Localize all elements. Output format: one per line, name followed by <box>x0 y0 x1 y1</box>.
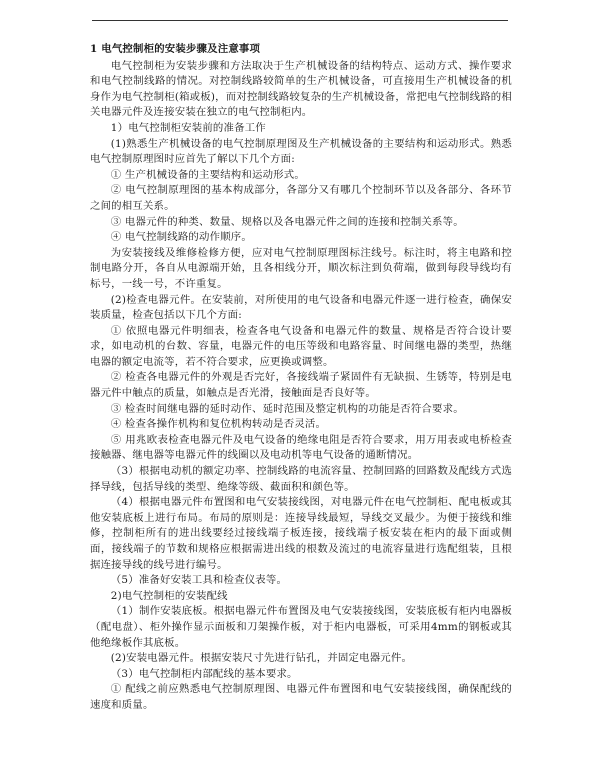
paragraph: ② 检查各电器元件的外观是否完好，各接线端子紧固件有无缺损、生锈等，特别是电器元件中触点的质量，如触点是否光滑，接触面是否良好等。 <box>90 371 512 400</box>
paragraph: (2)安装电器元件。根据安装尺寸先进行钻孔，并固定电器元件。 <box>110 652 413 665</box>
paragraph: ③ 检查时间继电器的延时动作、延时范围及整定机构的功能是否符合要求。 <box>110 402 464 415</box>
paragraph-list <box>90 59 512 714</box>
paragraph: （3）电气控制柜内部配线的基本要求。 <box>110 667 298 680</box>
paragraph: ① 配线之前应熟悉电气控制原理图、电器元件布置图和电气安装接线图，确保配线的速度和质量。 <box>90 683 512 711</box>
header-rule <box>92 20 508 21</box>
section-heading: 1 电气控制柜的安装步骤及注意事项 <box>90 43 261 55</box>
paragraph: ② 电气控制原理图的基本构成部分，各部分又有哪几个控制环节以及各部分、各环节之间的相互关系。 <box>90 184 512 212</box>
paragraph: (2)检查电器元件。在安装前，对所使用的电气设备和电器元件逐一进行检查，确保安装质量，检查包括以下几个方面: <box>90 293 512 322</box>
paragraph: 2)电气控制柜的安装配线 <box>110 589 228 602</box>
paragraph: （3）根据电动机的额定功率、控制线路的电流容量、控制回路的回路数及配线方式选择导线，包括导线的类型、绝缘等级、截面积和颜色等。 <box>90 465 512 493</box>
paragraph: 1）电气控制柜安装前的准备工作 <box>110 121 266 134</box>
paragraph: ⑤ 用兆欧表检查电器元件及电气设备的绝缘电阻是否符合要求，用万用表或电桥检查接触器、继电器等电器元件的线圈以及电动机等电气设备的通断情况。 <box>90 433 512 462</box>
paragraph: 电气控制柜为安装步骤和方法取决于生产机械设备的结构特点、运动方式、操作要求和电气控制线路的情况。对控制线路较简单的生产机械设备，可直接用生产机械设备的机身作为电气控制柜(箱或板)，而对控制线路较复杂的生产机械设备，常把电气控制线路的相关电器元件及连接安装在独立的电气控制柜内。 <box>90 59 512 119</box>
paragraph: ④ 电气控制线路的动作顺序。 <box>110 231 252 244</box>
paragraph: ① 生产机械设备的主要结构和运动形式。 <box>110 168 305 181</box>
document-body <box>90 42 512 714</box>
paragraph: (1)熟悉生产机械设备的电气控制原理图及生产机械设备的主要结构和运动形式。熟悉电气控制原理图时应首先了解以下几个方面: <box>90 137 512 166</box>
paragraph: ④ 检查各操作机构和复位机构转动是否灵活。 <box>110 418 327 431</box>
paragraph: （1）制作安装底板。根据电器元件布置图及电气安装接线图，安装底板有柜内电器板（配电盘）、柜外操作显示面板和刀架操作板，对于柜内电器板，可采用4mm的钢板或其他绝缘板作其底板。 <box>90 605 512 649</box>
paragraph: （4）根据电器元件布置图和电气安装接线图，对电器元件在电气控制柜、配电板或其他安装底板上进行布局。布局的原则是：连接导线最短，导线交叉最少。为便于接线和维修，控制柜所有的进出线要经过接线端子板连接，接线端子板安装在柜内的最下面或侧面，接线端子的节数和规格应根据需进出线的根数及流过的电流容量进行选配组装，且根据连接导线的线号进行编号。 <box>90 496 512 571</box>
paragraph: （5）准备好安装工具和检查仪表等。 <box>110 574 288 587</box>
paragraph: 为安装接线及维修检修方便，应对电气控制原理图标注线号。标注时，将主电路和控制电路分开，各自从电源端开始，且各相线分开，顺次标注到负荷端，做到每段导线均有标号，一线一号，不许重复。 <box>90 246 512 290</box>
paragraph: ③ 电器元件的种类、数量、规格以及各电器元件之间的连接和控制关系等。 <box>110 215 464 228</box>
paragraph: ① 依照电器元件明细表，检查各电气设备和电器元件的数量、规格是否符合设计要求，如电动机的台数、容量，电器元件的电压等级和电路容量、时间继电器的类型，热继电器的额定电流等，若不符合要求，应更换或调整。 <box>90 324 512 368</box>
